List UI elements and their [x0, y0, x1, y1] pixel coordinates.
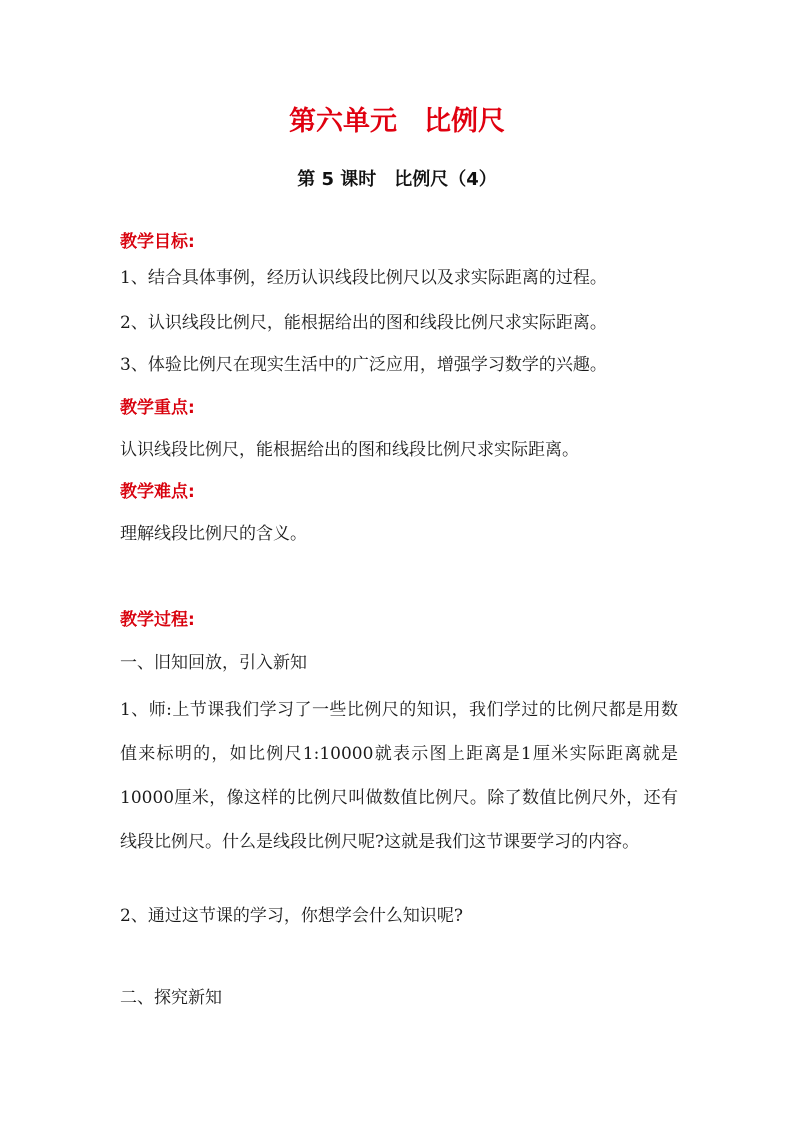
key-points-text: 认识线段比例尺，能根据给出的图和线段比例尺求实际距离。 [120, 440, 579, 460]
section-1-title: 一、旧知回放，引入新知 [120, 653, 307, 673]
section-1-paragraph-2: 2、通过这节课的学习，你想学会什么知识呢? [120, 906, 463, 926]
difficulties-text: 理解线段比例尺的含义。 [120, 524, 307, 544]
objective-item-3: 3、体验比例尺在现实生活中的广泛应用，增强学习数学的兴趣。 [120, 355, 607, 375]
lesson-subtitle: 第 5 课时 比例尺（4） [297, 169, 497, 190]
objective-item-2: 2、认识线段比例尺，能根据给出的图和线段比例尺求实际距离。 [120, 313, 607, 333]
section-1-paragraph-1: 1、师:上节课我们学习了一些比例尺的知识，我们学过的比例尺都是用数值来标明的，如比例尺1:10000就表示图上距离是1厘米实际距离就是10000厘米，像这样的比例尺叫做数值比例尺。除了数值比例尺外，还有线段比例尺。什么是线段比例尺呢?这就是我们这节课要学习的内容。 [120, 700, 678, 852]
objectives-heading: 教学目标: [120, 232, 195, 252]
key-points-heading: 教学重点: [120, 398, 195, 418]
unit-title: 第六单元 比例尺 [289, 106, 505, 137]
process-heading: 教学过程: [120, 610, 195, 630]
section-2-title: 二、探究新知 [120, 988, 222, 1008]
difficulties-heading: 教学难点: [120, 482, 195, 502]
objective-item-1: 1、结合具体事例，经历认识线段比例尺以及求实际距离的过程。 [120, 268, 607, 288]
